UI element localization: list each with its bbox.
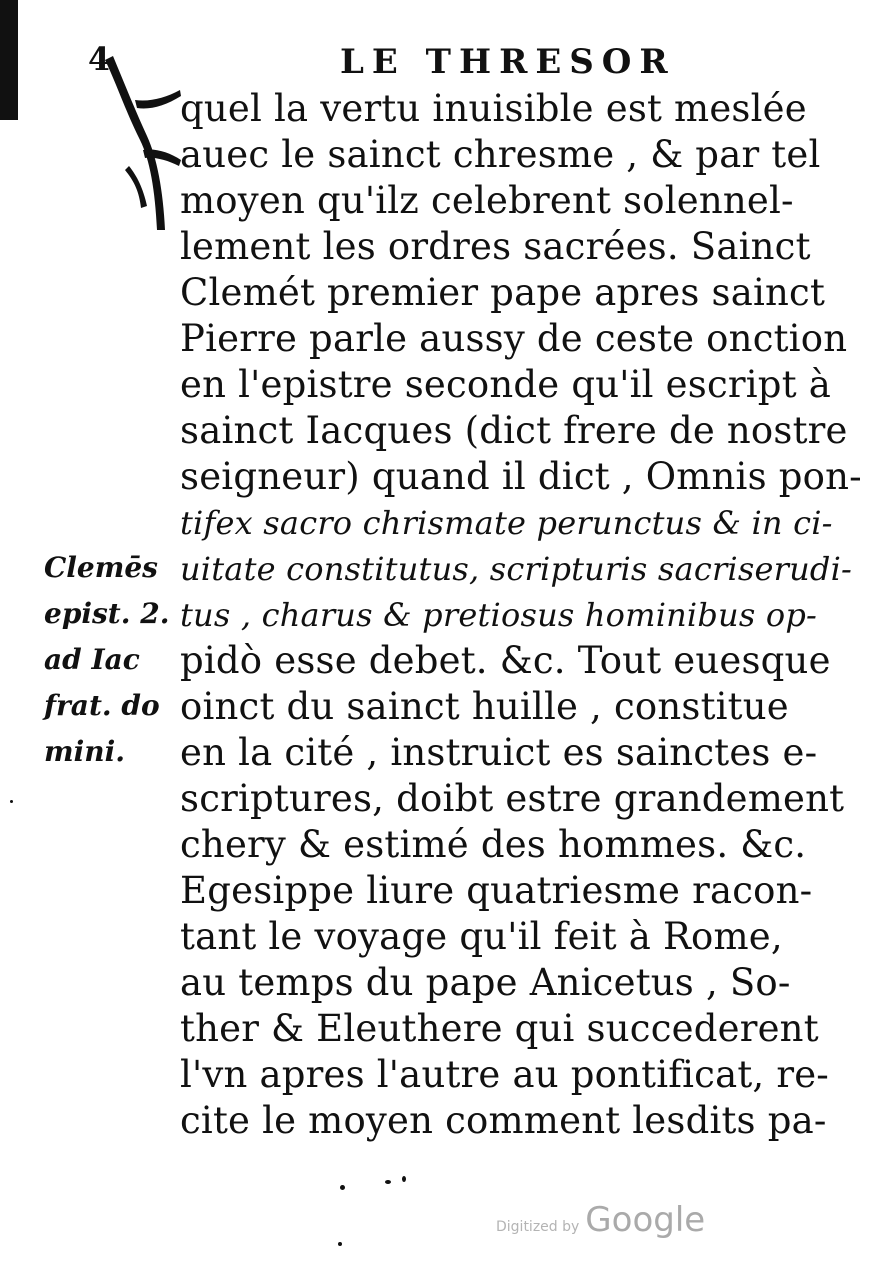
body-text-block: [180, 86, 862, 1144]
text-line: en l'epistre seconde qu'il escript à: [180, 363, 831, 406]
text-line: lement les ordres sacrées. Sainct: [180, 225, 811, 268]
text-line: pidò esse debet. &c. Tout euesque: [180, 639, 831, 682]
ink-speck: [385, 1180, 391, 1184]
margin-note-line: frat. do: [44, 689, 160, 722]
text-line: oinct du sainct huille , constitue: [180, 685, 789, 728]
text-line: auec le sainct chresme , & par tel: [180, 133, 821, 176]
ink-speck: [340, 1185, 345, 1190]
text-line: chery & estimé des hommes. &c.: [180, 823, 807, 866]
text-line: Egesippe liure quatriesme racon-: [180, 869, 813, 912]
text-line: scriptures, doibt estre grandement: [180, 777, 845, 820]
ink-speck: [10, 800, 13, 803]
digitized-label: Digitized by: [496, 1219, 580, 1235]
page-edge-shadow: [0, 0, 18, 120]
running-title: LE THRESOR: [340, 42, 676, 82]
text-line: tant le voyage qu'il feit à Rome,: [180, 915, 783, 958]
text-line: l'vn apres l'autre au pontificat, re-: [180, 1053, 830, 1096]
margin-citation: [44, 545, 184, 775]
text-line: Clemét premier pape apres sainct: [180, 271, 826, 314]
text-line: uitate constitutus, scripturis sacriserudi-: [180, 550, 853, 588]
margin-note-line: mini.: [44, 735, 126, 768]
text-line: cite le moyen comment lesdits pa-: [180, 1099, 827, 1142]
margin-note-line: ad Iac: [44, 643, 140, 676]
google-logo: Google: [585, 1200, 706, 1240]
ink-speck: [402, 1176, 406, 1182]
text-line: Pierre parle aussy de ceste onction: [180, 317, 848, 360]
text-line: quel la vertu inuisible est meslée: [180, 87, 807, 130]
text-line: tus , charus & pretiosus hominibus op-: [180, 596, 818, 634]
text-line: tifex sacro chrismate perunctus & in ci-: [180, 504, 833, 542]
text-line: moyen qu'ilz celebrent solennel-: [180, 179, 794, 222]
text-line: ther & Eleuthere qui succederent: [180, 1007, 819, 1050]
text-line: sainct Iacques (dict frere de nostre: [180, 409, 848, 452]
text-line: en la cité , instruict es sainctes e-: [180, 731, 818, 774]
text-line: au temps du pape Anicetus , So-: [180, 961, 791, 1004]
text-line: seigneur) quand il dict , Omnis pon-: [180, 455, 862, 498]
page-marker: 4: [88, 40, 111, 78]
margin-note-line: epist. 2.: [44, 597, 170, 630]
digitized-watermark: [496, 1200, 705, 1240]
margin-note-line: Clemēs: [44, 551, 158, 584]
ink-speck: [338, 1242, 342, 1246]
